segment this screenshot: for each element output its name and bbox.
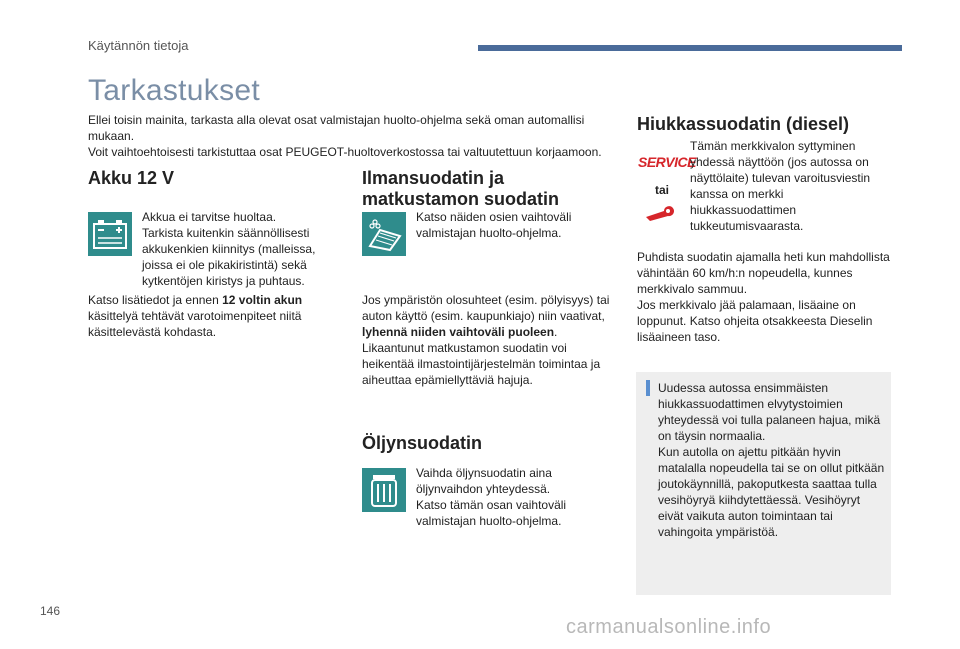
particle-filter-icon-text: Tämän merkkivalon syttyminen yhdessä näyttöön (jos autossa on näyttölaite) tulevan varoitusviestin kanssa on merkki hiukkassuodattimen tukkeutumisvaarasta. — [690, 139, 871, 233]
page-number: 146 — [40, 604, 61, 618]
service-warning-icon: SERVICE — [638, 154, 696, 170]
info-icon — [646, 380, 650, 396]
air-filter-note-post: . Likaantunut matkustamon suodatin voi heikentää ilmastointijärjestelmän toimintaa ja aiheuttaa epämiellyttäviä hajuja. — [362, 325, 601, 387]
oil-filter-icon-text: Vaihda öljynsuodatin aina öljynvaihdon yhteydessä. Katso tämän osan vaihtoväli valmistajan huolto-ohjelma. — [416, 466, 567, 528]
watermark: carmanualsonline.info — [566, 616, 772, 638]
oil-filter-heading: Öljynsuodatin — [362, 433, 483, 453]
air-filter-note — [362, 292, 612, 388]
battery-note — [88, 292, 318, 340]
air-filter-heading-line-1: Ilmansuodatin ja — [362, 168, 505, 188]
intro-line-2: Voit vaihtoehtoisesti tarkistuttaa osat PEUGEOT-huoltoverkostossa tai valtuutettuun korjaamoon. — [88, 145, 602, 159]
oil-filter-icon — [362, 468, 406, 512]
battery-heading: Akku 12 V — [88, 168, 175, 188]
wrench-icon — [644, 205, 674, 226]
battery-icon-text: Akkua ei tarvitse huoltaa. Tarkista kuitenkin säännöllisesti akkukenkien kiinnitys (malleissa, joissa ei ole pikakiristintä) sekä kytkentöjen kiristys ja puhtaus. — [142, 210, 316, 288]
header-bar — [478, 45, 902, 51]
air-filter-heading-line-2: matkustamon suodatin — [362, 189, 560, 209]
air-filter-icon — [362, 212, 406, 256]
air-filter-note-pre: Jos ympäristön olosuhteet (esim. pölyisyys) tai auton käyttö (esim. kaupunkiajo) niin vaativat, — [362, 293, 610, 323]
battery-note-bold: 12 voltin akun — [222, 293, 303, 307]
or-label: tai — [655, 183, 670, 197]
particle-filter-heading: Hiukkassuodatin (diesel) — [637, 114, 850, 134]
air-filter-icon-text: Katso näiden osien vaihtoväli valmistajan huolto-ohjelma. — [416, 210, 572, 240]
battery-note-pre: Katso lisätiedot ja ennen — [88, 293, 223, 307]
intro-text — [88, 112, 628, 160]
particle-filter-note: Puhdista suodatin ajamalla heti kun mahdollista vähintään 60 km/h:n nopeudella, kunnes merkkivalo sammuu. Jos merkkivalo jää palamaan, lisäaine on loppunut. Katso ohjeita otsakkeesta Dieselin lisäaineen taso. — [637, 250, 890, 344]
intro-line-1: Ellei toisin mainita, tarkasta alla olevat osat valmistajan huolto-ohjelma sekä oman automallisi mukaan. — [88, 113, 585, 143]
battery-note-post: käsittelyä tehtävät varotoimenpiteet niitä käsittelevästä kohdasta. — [88, 309, 302, 339]
page-title: Tarkastukset — [88, 74, 260, 107]
battery-icon — [88, 212, 132, 256]
air-filter-heading — [362, 168, 559, 210]
info-text: Uudessa autossa ensimmäisten hiukkassuodattimen elvytystoimien yhteydessä voi tulla palaneen hajua, mikä on täysin normaalia. Kun autolla on ajettu pitkään hyvin matalalla nopeudella tai se on ollut pitkään joutokäynnillä, pakoputkesta saattaa tulla vesihöyryä kiihdytettäessä. Vesihöyryt eivät vaikuta auton toimintaan tai vahingoita ympäristöä. — [658, 381, 885, 539]
air-filter-note-bold: lyhennä niiden vaihtoväli puoleen — [362, 325, 555, 339]
section-label: Käytännön tietoja — [88, 38, 189, 53]
